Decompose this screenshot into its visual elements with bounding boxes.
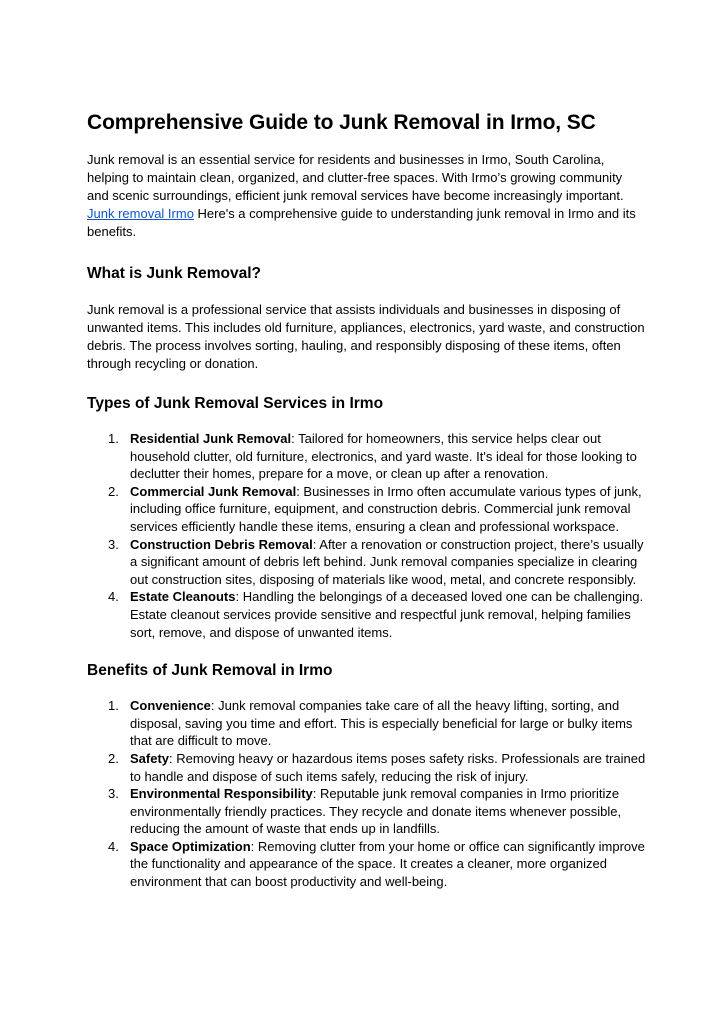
list-item — [87, 536, 647, 589]
list-item-title: Estate Cleanouts — [130, 589, 236, 605]
list-item-title: Safety — [130, 750, 170, 766]
what-paragraph: Junk removal is a professional service that assists individuals and businesses in disposing of unwanted items. This includes old furniture, appliances, electronics, yard waste, and construction debris. The process involves sorting, hauling, and responsibly disposing of these items, often through recycling or donation. — [87, 302, 645, 371]
list-item-text: : Handling the belongings of a deceased loved one can be challenging. Estate cleanout services provide sensitive and respectful junk removal, helping families sort, remove, and dispose of unwanted items. — [130, 589, 644, 640]
list-number: 4. — [108, 589, 119, 605]
list-number: 1. — [108, 698, 119, 714]
list-item-text: : After a renovation or construction project, there’s usually a significant amount of debris left behind. Junk removal companies specialize in clearing out construction sites, disposing of materials like wood, metal, and concrete responsibly. — [130, 536, 644, 587]
benefits-heading: Benefits of Junk Removal in Irmo — [87, 662, 333, 680]
list-item-title: Convenience — [130, 698, 211, 714]
types-heading: Types of Junk Removal Services in Irmo — [87, 395, 384, 412]
list-item-text: : Reputable junk removal companies in Irmo prioritize environmentally friendly practices. They recycle and donate items whenever possible, reducing the amount of waste that ends up in landfills. — [130, 786, 622, 837]
list-item — [87, 483, 647, 536]
list-item-text: : Removing clutter from your home or office can significantly improve the functionality and appearance of the space. It creates a cleaner, more organized environment that can boost productivity and well-being. — [130, 838, 645, 890]
list-number: 2. — [108, 483, 119, 499]
list-item — [87, 430, 647, 483]
list-item-title: Environmental Responsibility — [130, 786, 313, 802]
types-list — [87, 430, 647, 641]
list-number: 3. — [108, 786, 119, 802]
list-item — [87, 588, 647, 641]
list-item — [87, 697, 647, 750]
page-title: Comprehensive Guide to Junk Removal in Irmo, SC — [87, 111, 596, 134]
what-heading: What is Junk Removal? — [87, 265, 261, 282]
list-item-title: Construction Debris Removal — [130, 536, 313, 552]
list-item-title: Commercial Junk Removal — [130, 483, 297, 499]
junk-removal-irmo-link[interactable]: Junk removal Irmo — [87, 206, 194, 221]
list-item-title: Residential Junk Removal — [130, 431, 292, 446]
document-content — [87, 108, 647, 891]
benefits-list — [87, 697, 647, 891]
list-item — [87, 785, 647, 838]
list-number: 2. — [108, 750, 119, 766]
list-item — [87, 838, 647, 891]
list-item-text: : Businesses in Irmo often accumulate various types of junk, including office furniture, equipment, and construction debris. Commercial junk removal services efficiently handle these items, ensuring a clean and professional workspace. — [130, 483, 642, 534]
intro-text-before: Junk removal is an essential service for residents and businesses in Irmo, South Carolina, helping to maintain clean, organized, and clutter-free spaces. With Irmo’s growing community and scenic surroundings, efficient junk removal services have become increasingly important. — [87, 152, 624, 203]
intro-text-after: Here's a comprehensive guide to understanding junk removal in Irmo and its benefits. — [87, 206, 636, 239]
intro-paragraph — [87, 151, 647, 241]
list-number: 1. — [108, 431, 119, 446]
list-item — [87, 750, 647, 785]
list-item-text: : Junk removal companies take care of all the heavy lifting, sorting, and disposal, saving you time and effort. This is especially beneficial for large or bulky items that are difficult to move. — [130, 698, 633, 749]
list-item-text: : Tailored for homeowners, this service helps clear out household clutter, old furniture, electronics, and yard waste. It's ideal for those looking to declutter their homes, prepare for a move, or clean up after a renovation. — [130, 431, 637, 482]
list-number: 3. — [108, 536, 119, 552]
list-number: 4. — [108, 838, 119, 854]
list-item-title: Space Optimization — [130, 838, 251, 854]
list-item-text: : Removing heavy or hazardous items poses safety risks. Professionals are trained to handle and dispose of such items safely, reducing the risk of injury. — [130, 750, 646, 784]
